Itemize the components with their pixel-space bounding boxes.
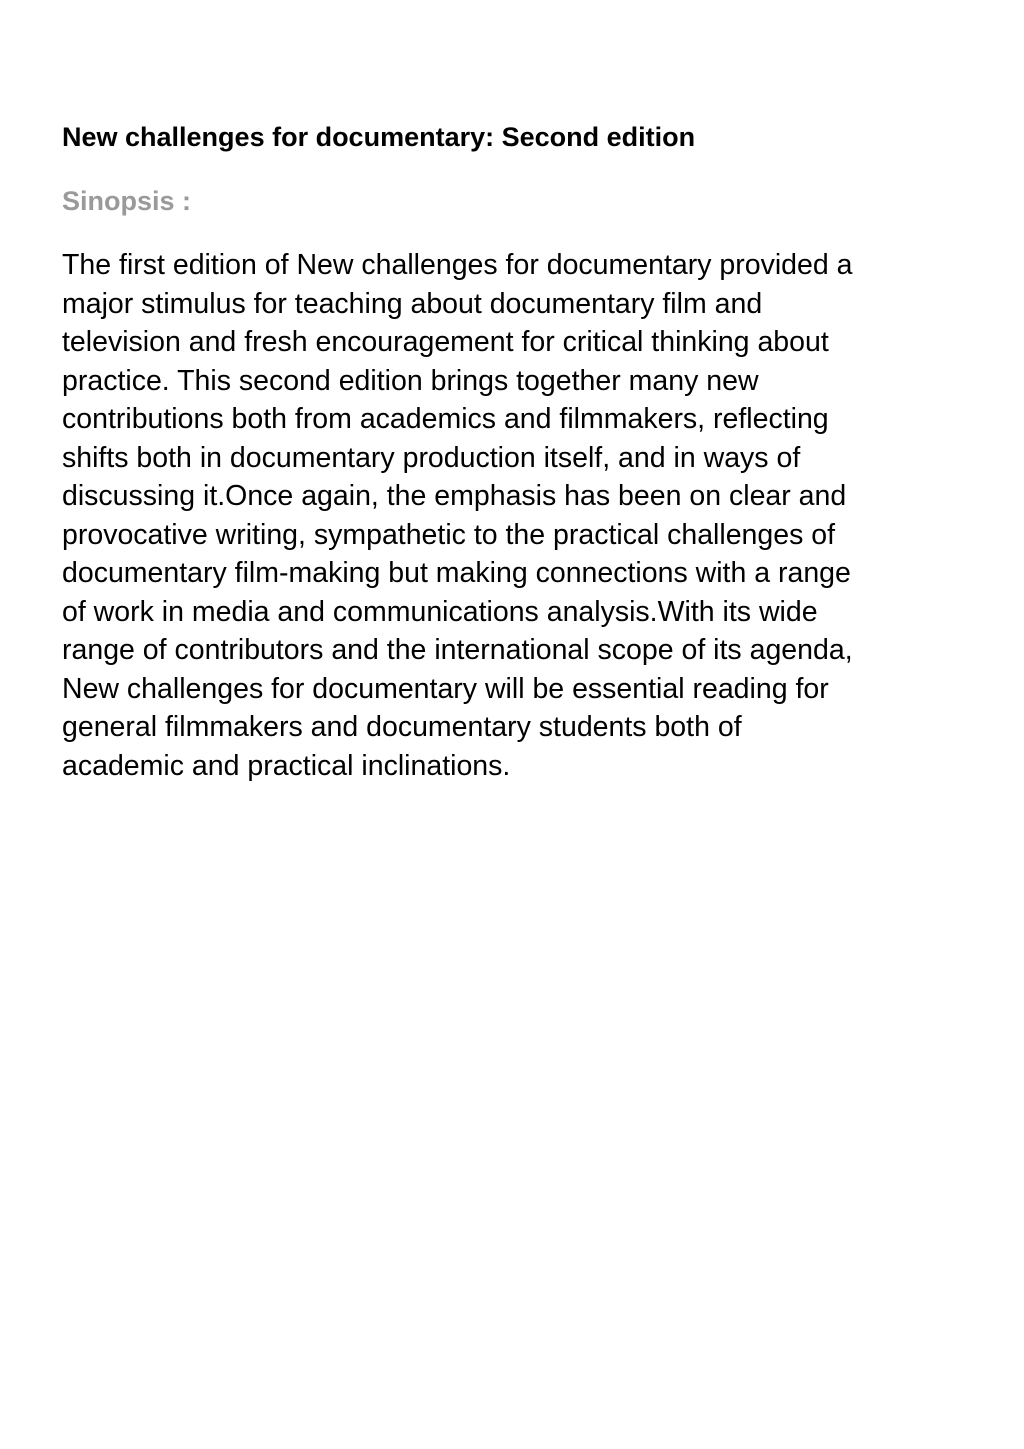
synopsis-line: range of contributors and the international scope of its agenda, — [62, 634, 853, 666]
synopsis-line: practice. This second edition brings together many new — [62, 364, 759, 397]
synopsis-line: television and fresh encouragement for critical thinking about — [62, 326, 829, 358]
synopsis-line: shifts both in documentary production itself, and in ways of — [62, 441, 801, 474]
synopsis-line: documentary film-making but making connections with a range — [62, 557, 851, 589]
synopsis-line: academic and practical inclinations. — [62, 749, 511, 782]
synopsis-line: contributions both from academics and filmmakers, reflecting — [62, 403, 829, 435]
synopsis-line: New challenges for documentary will be essential reading for — [62, 672, 829, 705]
synopsis-line: discussing it.Once again, the emphasis has been on clear and — [62, 480, 847, 512]
synopsis-label: Sinopsis : — [62, 186, 192, 216]
synopsis-line: of work in media and communications analysis.With its wide — [62, 595, 818, 628]
synopsis-line: major stimulus for teaching about documentary film and — [62, 287, 763, 320]
synopsis-line: general filmmakers and documentary students both of — [62, 711, 742, 743]
synopsis-line: provocative writing, sympathetic to the practical challenges of — [62, 518, 836, 551]
synopsis-line: The first edition of New challenges for documentary provided a — [62, 249, 853, 281]
document-title: New challenges for documentary: Second edition — [62, 122, 696, 152]
synopsis-text — [62, 246, 967, 785]
